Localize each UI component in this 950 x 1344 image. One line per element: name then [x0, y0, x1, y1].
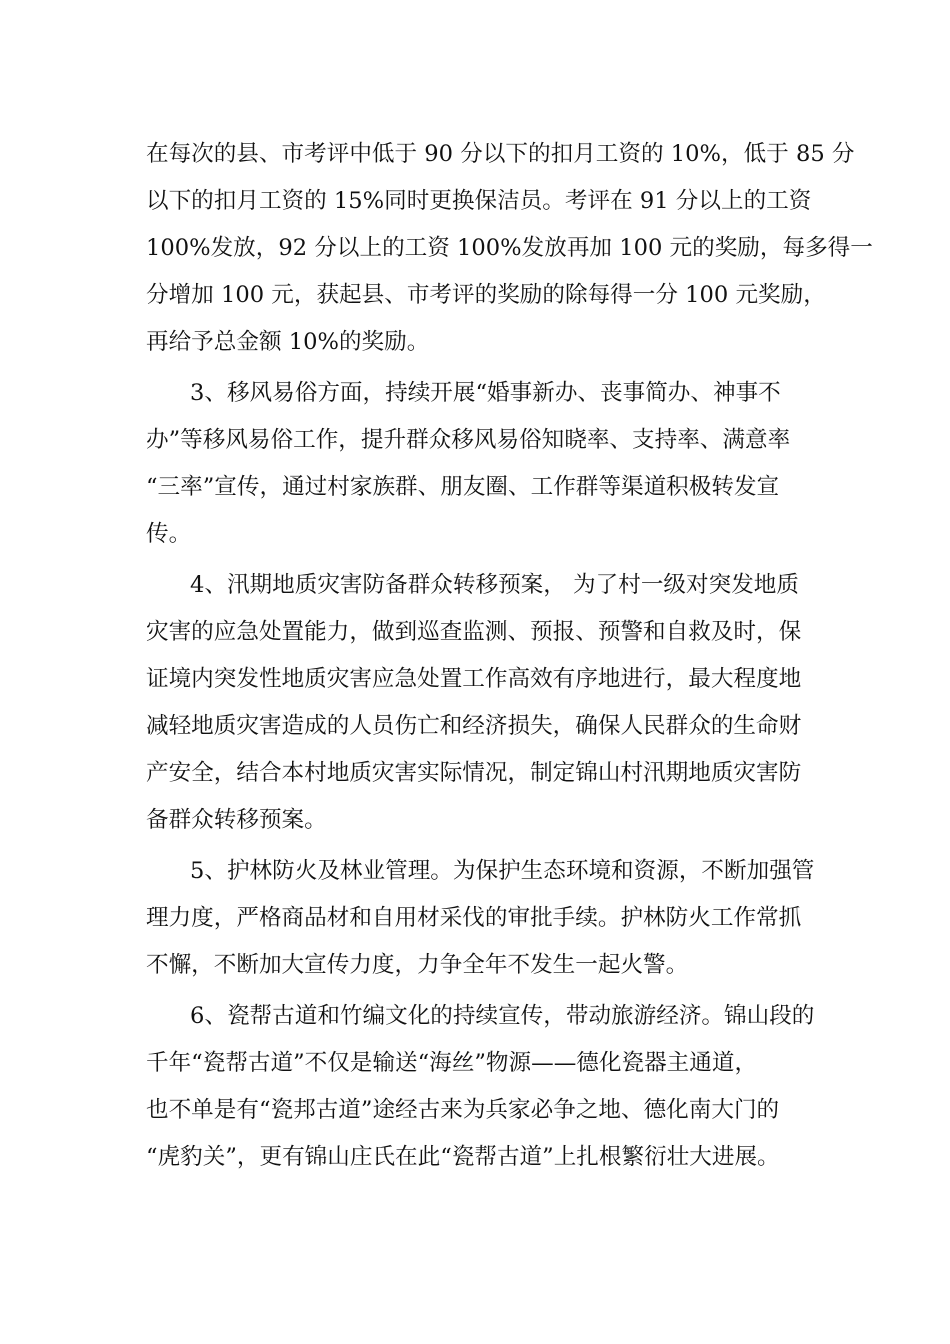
- text-line: 分增加 100 元，获起县、市考评的奖励的除每得一分 100 元奖励，: [146, 282, 826, 308]
- text-line: 4、汛期地质灾害防备群众转移预案， 为了村一级对突发地质: [190, 572, 799, 598]
- text-line: 不懈，不断加大宣传力度，力争全年不发生一起火警。: [146, 952, 689, 978]
- text-line: 证境内突发性地质灾害应急处置工作高效有序地进行，最大程度地: [146, 666, 802, 692]
- text-line: “三率”宣传，通过村家族群、朋友圈、工作群等渠道积极转发宣: [146, 474, 780, 500]
- text-line: 理力度，严格商品材和自用材采伐的审批手续。护林防火工作常抓: [146, 905, 802, 931]
- text-line: 灾害的应急处置能力，做到巡查监测、预报、预警和自救及时，保: [146, 619, 802, 645]
- text-line: 办”等移风易俗工作，提升群众移风易俗知晓率、支持率、满意率: [146, 427, 791, 453]
- text-line: 6、瓷帮古道和竹编文化的持续宣传，带动旅游经济。锦山段的: [190, 1003, 815, 1029]
- text-line: 千年“瓷帮古道”不仅是输送“海丝”物源——德化瓷器主通道，: [146, 1050, 758, 1076]
- text-line: 以下的扣月工资的 15%同时更换保洁员。考评在 91 分以上的工资: [146, 188, 812, 214]
- text-line: 再给予总金额 10%的奖励。: [146, 329, 430, 355]
- text-line: 传。: [146, 521, 192, 547]
- text-line: 5、护林防火及林业管理。为保护生态环境和资源，不断加强管: [190, 858, 815, 884]
- text-line: 备群众转移预案。: [146, 807, 327, 833]
- text-line: 也不单是有“瓷邦古道”途经古来为兵家必争之地、德化南大门的: [146, 1097, 780, 1123]
- text-line: “虎豹关”，更有锦山庄氏在此“瓷帮古道”上扎根繁衍壮大进展。: [146, 1144, 780, 1170]
- text-line: 产安全，结合本村地质灾害实际情况，制定锦山村汛期地质灾害防: [146, 760, 802, 786]
- text-line: 3、移风易俗方面，持续开展“婚事新办、丧事简办、神事不: [190, 380, 781, 406]
- body-text: [146, 131, 873, 1181]
- text-line: 100%发放，92 分以上的工资 100%发放再加 100 元的奖励，每多得一: [146, 235, 873, 261]
- text-line: 在每次的县、市考评中低于 90 分以下的扣月工资的 10%，低于 85 分: [146, 141, 855, 167]
- text-line: 减轻地质灾害造成的人员伤亡和经济损失，确保人民群众的生命财: [146, 713, 802, 739]
